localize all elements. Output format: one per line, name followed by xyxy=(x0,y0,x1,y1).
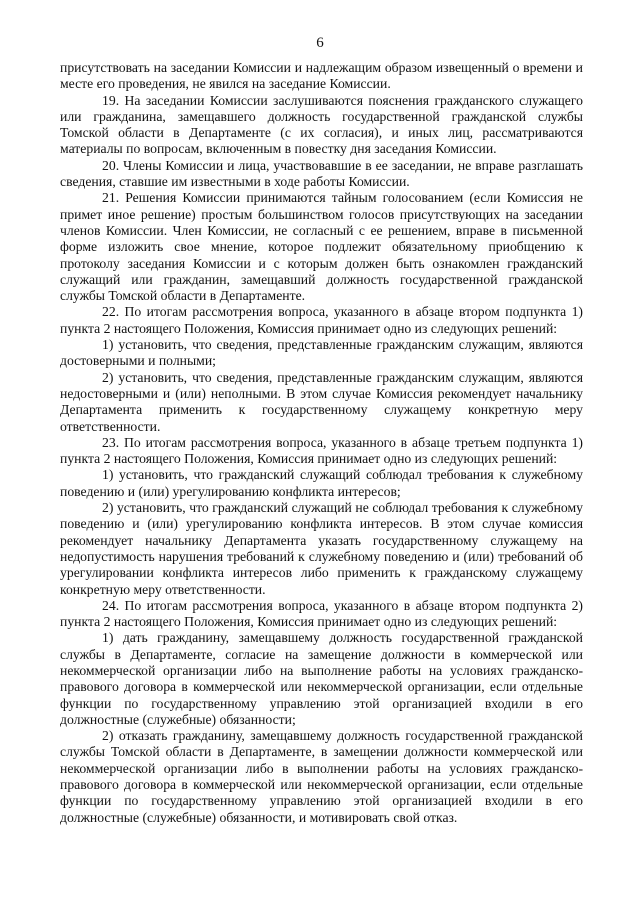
paragraph: 19. На заседании Комиссии заслушиваются пояснения гражданского служащего или гражданина, замещавшего должность государственной гражданской службы Томской области в Департаменте (с их согласия), и иных лиц, рассматриваются материалы по вопросам, включенным в повестку дня заседания Комиссии. xyxy=(60,92,583,157)
paragraph: 22. По итогам рассмотрения вопроса, указанного в абзаце втором подпункта 1) пункта 2 настоящего Положения, Комиссия принимает одно из следующих решений: xyxy=(60,304,583,336)
paragraph: 2) отказать гражданину, замещавшему должность государственной гражданской службы Томской области в Департаменте, в замещении должности коммерческой или некоммерческой организации либо в выполнении работы на условиях гражданско-правового договора в коммерческой или некоммерческой организации, если отдельные функции по государственному управлению этой организацией входили в его должностные (служебные) обязанности, и мотивировать свой отказ. xyxy=(60,728,583,825)
paragraph: присутствовать на заседании Комиссии и надлежащим образом извещенный о времени и месте его проведения, не явился на заседание Комиссии. xyxy=(60,60,583,92)
paragraph: 1) дать гражданину, замещавшему должность государственной гражданской службы в Департаменте, согласие на замещение должности в коммерческой или некоммерческой организации либо на выполнение работы на условиях гражданско-правового договора в коммерческой или некоммерческой организации, если отдельные функции по государственному управлению этой организацией входили в его должностные (служебные) обязанности; xyxy=(60,630,583,727)
paragraph: 20. Члены Комиссии и лица, участвовавшие в ее заседании, не вправе разглашать сведения, ставшие им известными в ходе работы Комиссии. xyxy=(60,157,583,190)
paragraph: 2) установить, что гражданский служащий не соблюдал требования к служебному поведению и (или) урегулированию конфликта интересов. В этом случае комиссия рекомендует начальнику Департамента указать государственному служащему на недопустимость нарушения требований к служебному поведению и (или) требований об урегулировании конфликта интересов либо применить к гражданскому служащему конкретную меру ответственности. xyxy=(60,500,583,597)
paragraph: 1) установить, что гражданский служащий соблюдал требования к служебному поведению и (или) урегулированию конфликта интересов; xyxy=(60,467,583,499)
paragraph: 1) установить, что сведения, представленные гражданским служащим, являются достоверными и полными; xyxy=(60,337,583,369)
document-body xyxy=(60,60,583,826)
paragraph: 2) установить, что сведения, представленные гражданским служащим, являются недостоверными и (или) неполными. В этом случае Комиссия рекомендует начальнику Департамента применить к государственному служащему конкретную меру ответственности. xyxy=(60,369,583,434)
paragraph: 23. По итогам рассмотрения вопроса, указанного в абзаце третьем подпункта 1) пункта 2 настоящего Положения, Комиссия принимает одно из следующих решений: xyxy=(60,434,583,467)
page-number: 6 xyxy=(316,35,324,51)
paragraph: 21. Решения Комиссии принимаются тайным голосованием (если Комиссия не примет иное решение) простым большинством голосов присутствующих на заседании членов Комиссии. Член Комиссии, не согласный с ее решением, вправе в письменной форме изложить свое мнение, которое подлежит обязательному приобщению к протоколу заседания Комиссии и с которым должен быть ознакомлен гражданский служащий или гражданин, замещавший должность государственной гражданской службы Томской области в Департаменте. xyxy=(60,190,583,304)
paragraph: 24. По итогам рассмотрения вопроса, указанного в абзаце втором подпункта 2) пункта 2 настоящего Положения, Комиссия принимает одно из следующих решений: xyxy=(60,597,583,630)
